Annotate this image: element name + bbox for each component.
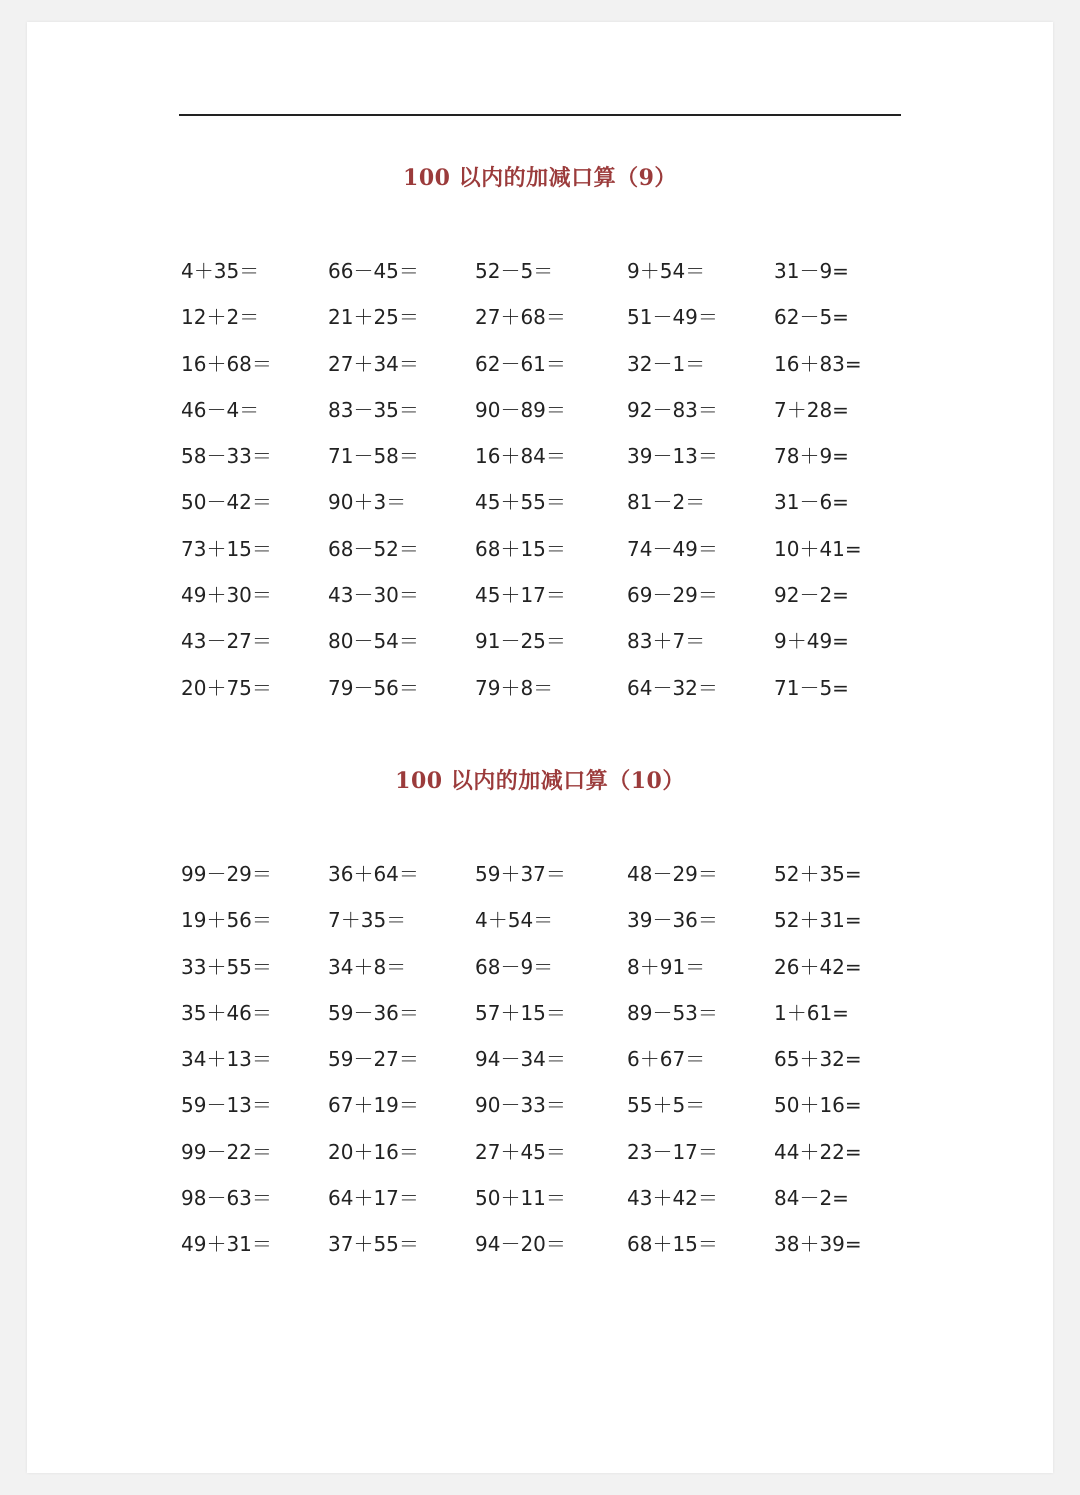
problem-row [181,581,901,627]
math-problem: 27＋34＝ [328,351,419,376]
math-problem: 69－29＝ [627,583,718,608]
math-problem: 74－49＝ [627,536,718,561]
math-problem: 16＋68＝ [181,351,272,376]
math-problem: 58－33＝ [181,444,272,469]
section-title-9: 100 以内的加减口算（9） [403,165,677,191]
math-problem: 68－52＝ [328,536,419,561]
math-problem: 27＋68＝ [475,305,566,330]
math-problem: 21＋25＝ [328,305,419,330]
math-problem: 50－42＝ [181,490,272,515]
math-problem: 73＋15＝ [181,536,272,561]
problem-row [181,488,901,534]
math-problem: 79－56＝ [328,675,419,700]
math-problem: 4＋35＝ [181,259,260,283]
math-problem: 39－13＝ [627,444,718,469]
math-problem: 65＋32= [774,1047,862,1072]
math-problem: 43－30＝ [328,583,419,608]
math-problem: 23－17＝ [627,1139,718,1164]
problem-grid-9 [181,257,901,720]
math-problem: 8＋91＝ [627,954,706,979]
problem-row [181,303,901,349]
math-problem: 59－36＝ [328,1000,419,1025]
math-problem: 99－29＝ [181,862,272,886]
math-problem: 66－45＝ [328,259,419,283]
math-problem: 79＋8＝ [475,675,554,700]
math-problem: 37＋55＝ [328,1232,419,1257]
math-problem: 68－9＝ [475,954,554,979]
math-problem: 43－27＝ [181,629,272,654]
math-problem: 20＋75＝ [181,675,272,700]
math-problem: 84－2= [774,1186,849,1211]
math-problem: 16＋83= [774,351,862,376]
math-problem: 81－2＝ [627,490,706,515]
math-problem: 92－2= [774,583,849,608]
math-problem: 71－5= [774,675,849,700]
math-problem: 45＋17＝ [475,583,566,608]
math-problem: 27＋45＝ [475,1139,566,1164]
math-problem: 34＋13＝ [181,1047,272,1072]
math-problem: 59－13＝ [181,1093,272,1118]
problem-row [181,1045,901,1091]
problem-row [181,1091,901,1137]
math-problem: 91－25＝ [475,629,566,654]
section-title-10: 100 以内的加减口算（10） [395,768,685,794]
math-problem: 35＋46＝ [181,1000,272,1025]
worksheet-page [27,22,1053,1473]
math-problem: 38＋39= [774,1232,862,1257]
math-problem: 12＋2＝ [181,305,260,330]
math-problem: 36＋64＝ [328,862,419,886]
math-problem: 62－61＝ [475,351,566,376]
math-problem: 57＋15＝ [475,1000,566,1025]
math-problem: 59＋37＝ [475,862,566,886]
math-problem: 45＋55＝ [475,490,566,515]
problem-row [181,906,901,952]
problem-row [181,953,901,999]
math-problem: 51－49＝ [627,305,718,330]
math-problem: 99－22＝ [181,1139,272,1164]
math-problem: 1＋61= [774,1000,849,1025]
math-problem: 10＋41= [774,536,862,561]
math-problem: 94－20＝ [475,1232,566,1257]
math-problem: 98－63＝ [181,1186,272,1211]
problem-row [181,1184,901,1230]
math-problem: 19＋56＝ [181,908,272,933]
math-problem: 64＋17＝ [328,1186,419,1211]
math-problem: 92－83＝ [627,397,718,422]
math-problem: 46－4＝ [181,397,260,422]
math-problem: 31－6= [774,490,849,515]
problem-row [181,1138,901,1184]
math-problem: 6＋67＝ [627,1047,706,1072]
math-problem: 80－54＝ [328,629,419,654]
math-problem: 4＋54＝ [475,908,554,933]
problem-row [181,257,901,303]
math-problem: 48－29＝ [627,862,718,886]
math-problem: 7＋35＝ [328,908,407,933]
math-problem: 68＋15＝ [475,536,566,561]
header-divider [179,114,901,116]
math-problem: 64－32＝ [627,675,718,700]
problem-grid-10 [181,860,901,1277]
math-problem: 9＋54＝ [627,259,706,283]
math-problem: 16＋84＝ [475,444,566,469]
math-problem: 50＋16= [774,1093,862,1118]
math-problem: 52＋31= [774,908,862,933]
math-problem: 90－33＝ [475,1093,566,1118]
problem-row [181,1230,901,1276]
math-problem: 55＋5＝ [627,1093,706,1118]
math-problem: 90＋3＝ [328,490,407,515]
math-problem: 68＋15＝ [627,1232,718,1257]
math-problem: 83－35＝ [328,397,419,422]
math-problem: 52＋35= [774,862,862,886]
math-problem: 94－34＝ [475,1047,566,1072]
math-problem: 62－5= [774,305,849,330]
problem-row [181,396,901,442]
math-problem: 26＋42= [774,954,862,979]
math-problem: 67＋19＝ [328,1093,419,1118]
math-problem: 49＋30＝ [181,583,272,608]
problem-row [181,860,901,906]
math-problem: 89－53＝ [627,1000,718,1025]
problem-row [181,350,901,396]
math-problem: 90－89＝ [475,397,566,422]
math-problem: 33＋55＝ [181,954,272,979]
math-problem: 78＋9= [774,444,849,469]
problem-row [181,627,901,673]
problem-row [181,674,901,720]
math-problem: 39－36＝ [627,908,718,933]
math-problem: 43＋42＝ [627,1186,718,1211]
math-problem: 71－58＝ [328,444,419,469]
math-problem: 31－9= [774,259,849,283]
math-problem: 49＋31＝ [181,1232,272,1257]
math-problem: 7＋28= [774,397,849,422]
problem-row [181,442,901,488]
math-problem: 50＋11＝ [475,1186,566,1211]
math-problem: 52－5＝ [475,259,554,283]
math-problem: 20＋16＝ [328,1139,419,1164]
math-problem: 32－1＝ [627,351,706,376]
problem-row [181,535,901,581]
math-problem: 59－27＝ [328,1047,419,1072]
math-problem: 34＋8＝ [328,954,407,979]
problem-row [181,999,901,1045]
math-problem: 9＋49= [774,629,849,654]
math-problem: 44＋22= [774,1139,862,1164]
math-problem: 83＋7＝ [627,629,706,654]
